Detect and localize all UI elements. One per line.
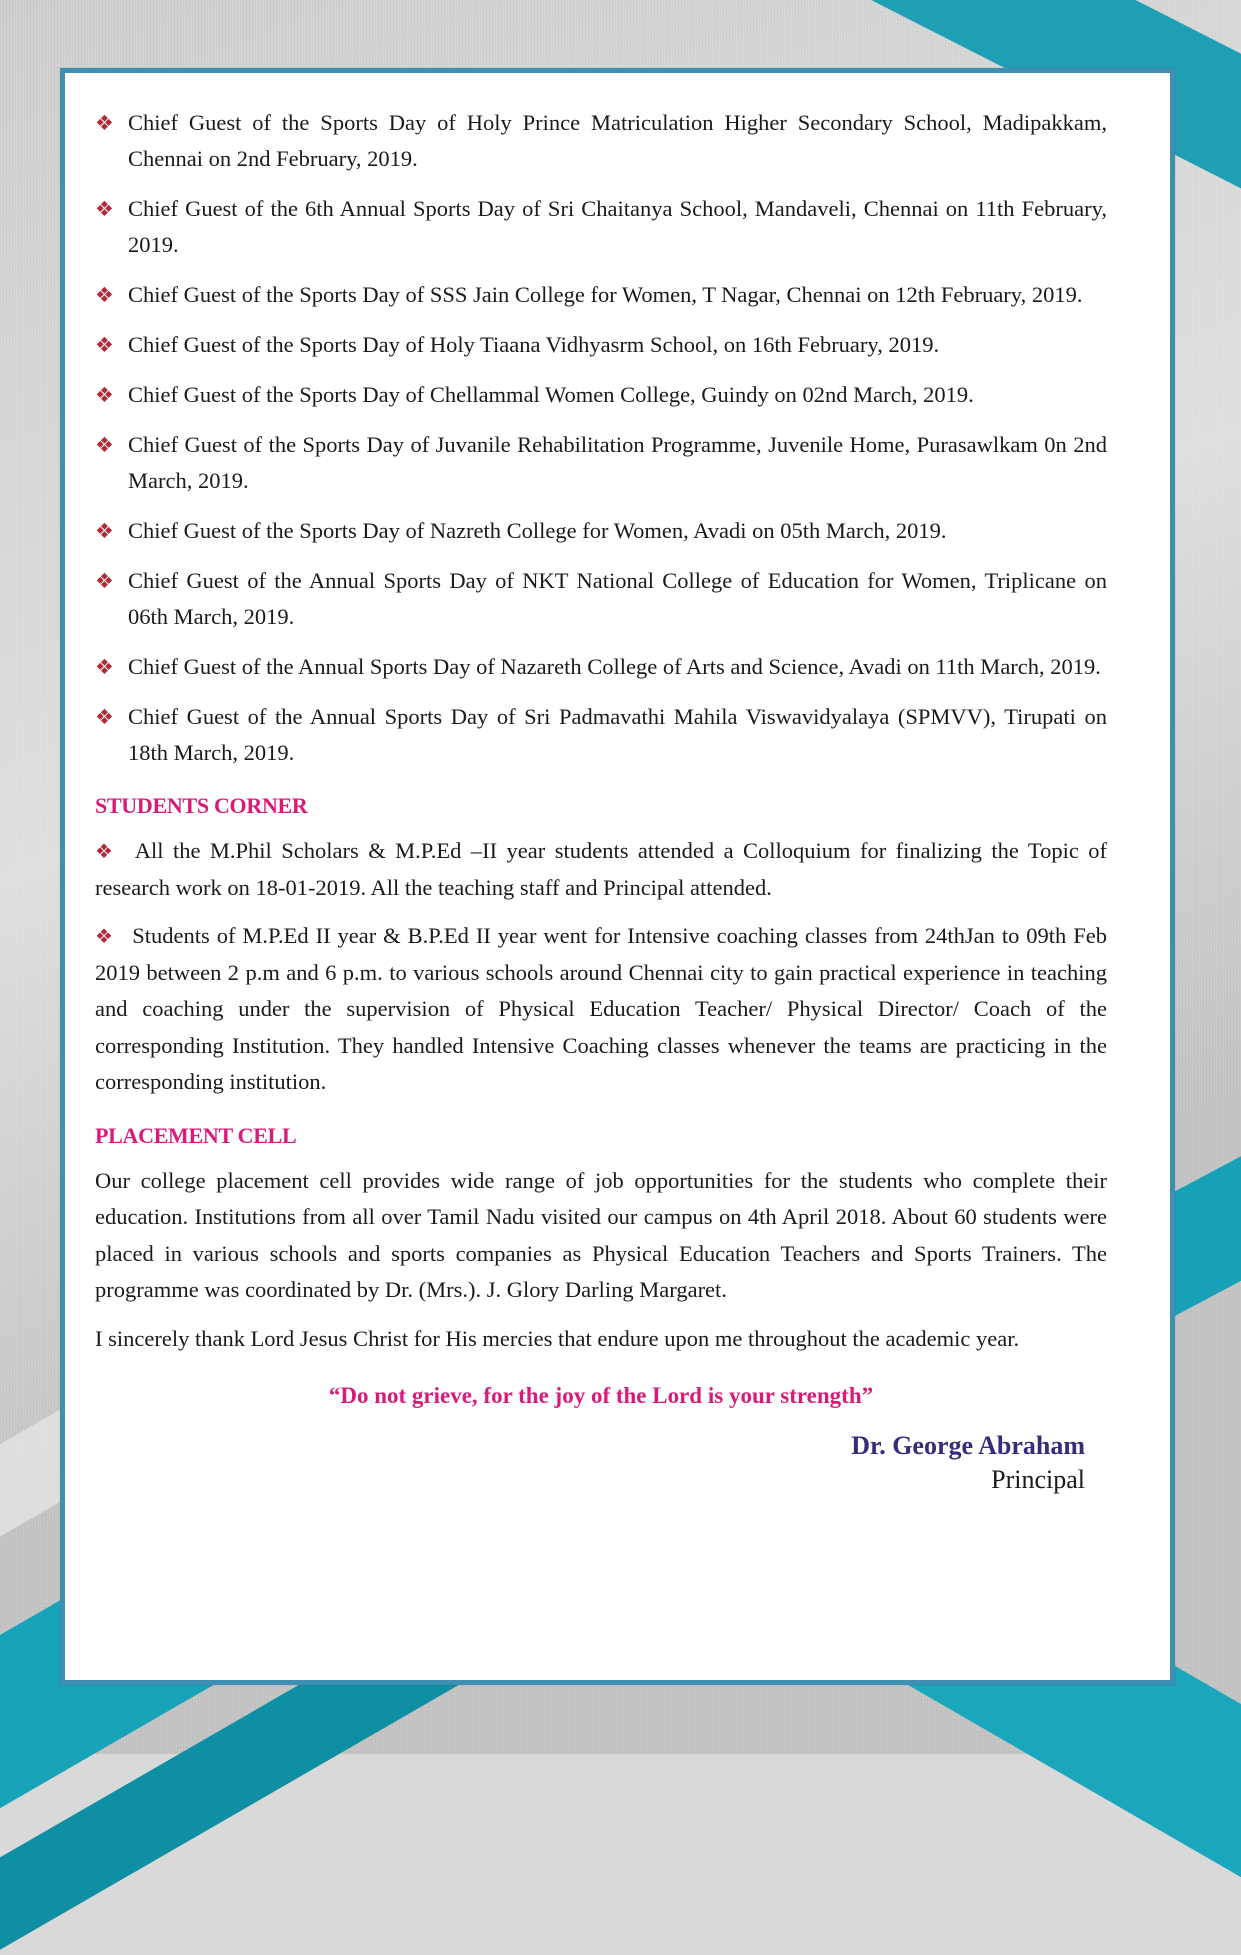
diamond-bullet-icon: ❖: [95, 283, 114, 307]
diamond-bullet-icon: ❖: [95, 655, 114, 679]
diamond-bullet-icon: ❖: [95, 839, 117, 863]
list-item: ❖ Chief Guest of the Sports Day of Nazreth College for Women, Avadi on 05th March, 2019.: [95, 513, 1107, 549]
diamond-bullet-icon: ❖: [95, 569, 114, 593]
list-item: ❖ Chief Guest of the Annual Sports Day of Sri Padmavathi Mahila Viswavidyalaya (SPMVV), Tirupati on 18th March, 2019.: [95, 699, 1107, 771]
diamond-bullet-icon: ❖: [95, 519, 114, 543]
diamond-bullet-icon: ❖: [95, 333, 114, 357]
document-frame: [60, 68, 1175, 1685]
diamond-bullet-icon: ❖: [95, 433, 114, 457]
document-content: [95, 105, 1107, 1497]
students-corner-heading: STUDENTS CORNER: [95, 793, 308, 818]
diamond-bullet-icon: ❖: [95, 111, 114, 135]
students-corner-paragraph: ❖ All the M.Phil Scholars & M.P.Ed –II year students attended a Colloquium for finalizing the Topic of research work on 18-01-2019. All the teaching staff and Principal attended.: [95, 838, 1107, 900]
diamond-bullet-icon: ❖: [95, 924, 115, 948]
list-item: ❖ Chief Guest of the Sports Day of Chellammal Women College, Guindy on 02nd March, 2019.: [95, 377, 1107, 413]
signatory-name: Dr. George Abraham: [851, 1431, 1085, 1460]
signatory-title: Principal: [991, 1465, 1085, 1494]
diamond-bullet-icon: ❖: [95, 383, 114, 407]
chief-guest-list: [95, 105, 1107, 771]
list-item: ❖ Chief Guest of the Sports Day of Juvanile Rehabilitation Programme, Juvenile Home, Purasawlkam 0n 2nd March, 2019.: [95, 427, 1107, 499]
list-item: ❖ Chief Guest of the Annual Sports Day of Nazareth College of Arts and Science, Avadi on 11th March, 2019.: [95, 649, 1107, 685]
signature-block: [95, 1429, 1107, 1497]
diamond-bullet-icon: ❖: [95, 705, 114, 729]
list-item: ❖ Chief Guest of the Sports Day of Holy Prince Matriculation Higher Secondary School, Madipakkam, Chennai on 2nd February, 2019.: [95, 105, 1107, 177]
closing-quote: “Do not grieve, for the joy of the Lord is your strength”: [328, 1383, 874, 1408]
placement-cell-paragraph: Our college placement cell provides wide range of job opportunities for the students who complete their education. Institutions from all over Tamil Nadu visited our campus on 4th April 2018. About 60 students were placed in various schools and sports companies as Physical Education Teachers and Sports Trainers. The programme was coordinated by Dr. (Mrs.). J. Glory Darling Margaret.: [95, 1167, 1107, 1302]
students-corner-paragraph: ❖ Students of M.P.Ed II year & B.P.Ed II year went for Intensive coaching classes from 24thJan to 09th Feb 2019 between 2 p.m and 6 p.m. to various schools around Chennai city to gain practical experience in teaching and coaching under the supervision of Physical Education Teacher/ Physical Director/ Coach of the corresponding Institution. They handled Intensive Coaching classes whenever the teams are practicing in the corresponding institution.: [95, 923, 1107, 1094]
list-item: ❖ Chief Guest of the Sports Day of SSS Jain College for Women, T Nagar, Chennai on 12th February, 2019.: [95, 277, 1107, 313]
diamond-bullet-icon: ❖: [95, 197, 114, 221]
list-item: ❖ Chief Guest of the Annual Sports Day of NKT National College of Education for Women, Triplicane on 06th March, 2019.: [95, 563, 1107, 635]
closing-paragraph: I sincerely thank Lord Jesus Christ for His mercies that endure upon me throughout the academic year.: [95, 1325, 1020, 1351]
list-item: ❖ Chief Guest of the 6th Annual Sports Day of Sri Chaitanya School, Mandaveli, Chennai on 11th February, 2019.: [95, 191, 1107, 263]
list-item: ❖ Chief Guest of the Sports Day of Holy Tiaana Vidhyasrm School, on 16th February, 2019.: [95, 327, 1107, 363]
placement-cell-heading: PLACEMENT CELL: [95, 1122, 297, 1148]
